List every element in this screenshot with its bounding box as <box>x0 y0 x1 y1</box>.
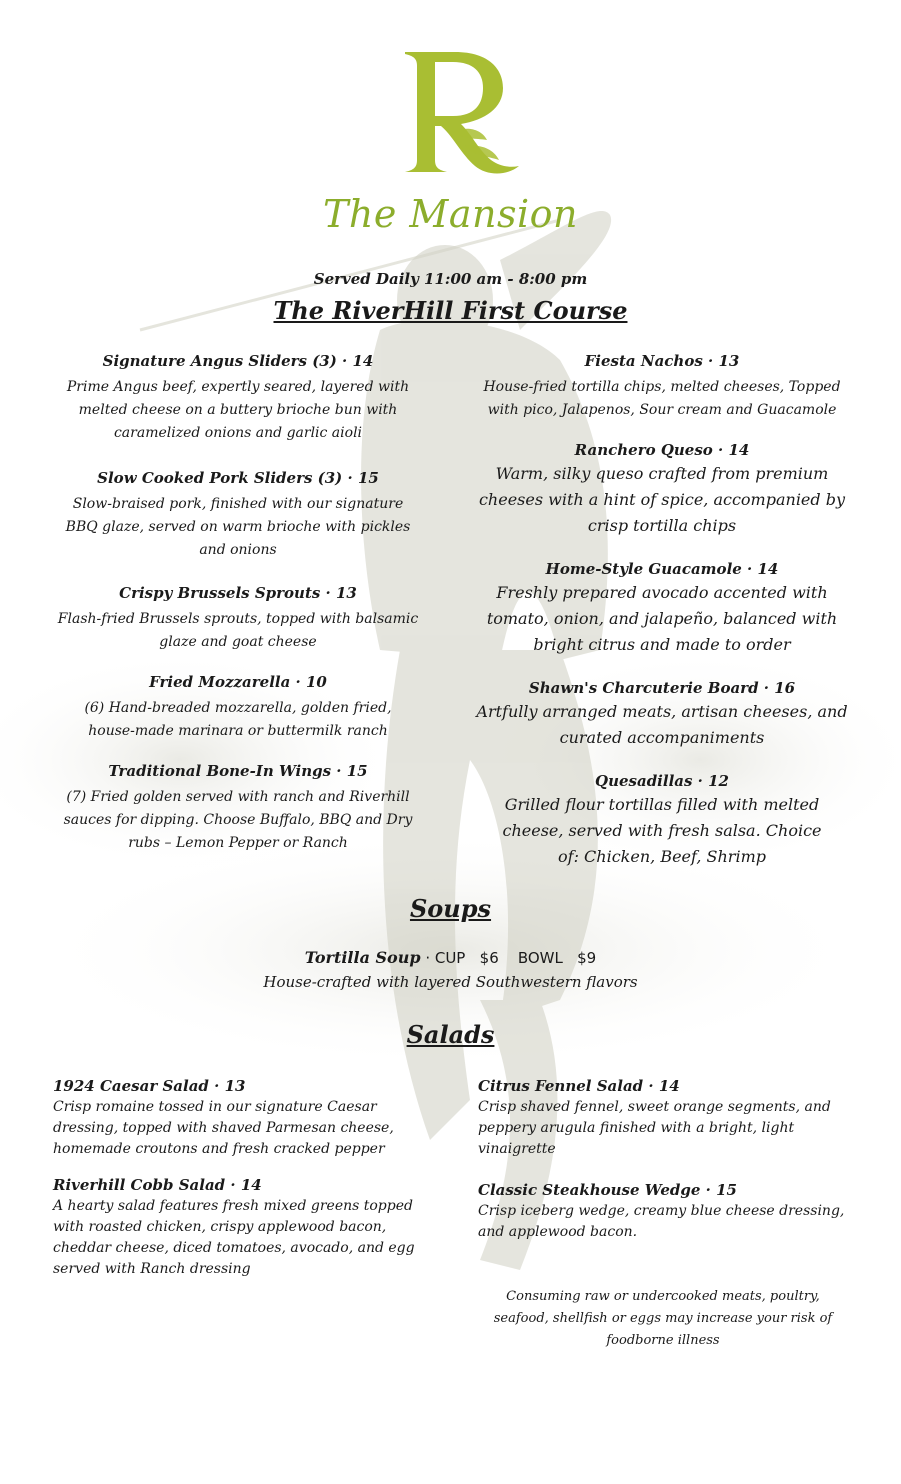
service-hours: Served Daily 11:00 am - 8:00 pm <box>313 270 588 288</box>
menu-item <box>472 352 852 422</box>
salad-desc: Crisp iceberg wedge, creamy blue cheese dressing, and applewood bacon. <box>478 1203 845 1240</box>
menu-item-name: Ranchero Queso · 14 <box>574 441 750 459</box>
salad-name: Citrus Fennel Salad · 14 <box>478 1077 680 1095</box>
salad-item <box>478 1181 848 1243</box>
menu-item <box>472 560 852 658</box>
menu-item-name: Traditional Bone-In Wings · 15 <box>108 762 368 780</box>
soups-title: Soups <box>409 894 492 923</box>
menu-item-desc: Freshly prepared avocado accented with tomato, onion, and jalapeño, balanced with bright citrus and made to order <box>486 583 838 654</box>
menu-item-name: Home-Style Guacamole · 14 <box>545 560 779 578</box>
soup-item <box>0 948 901 967</box>
menu-item-name: Fried Mozzarella · 10 <box>149 673 327 691</box>
soup-name: Tortilla Soup <box>304 948 421 967</box>
menu-item <box>472 441 852 539</box>
menu-item-desc: Flash-fried Brussels sprouts, topped with balsamic glaze and goat cheese <box>57 611 419 650</box>
salad-name: Classic Steakhouse Wedge · 15 <box>478 1181 737 1199</box>
salad-name: 1924 Caesar Salad · 13 <box>53 1077 246 1095</box>
soup-desc: House-crafted with layered Southwestern flavors <box>263 973 638 991</box>
menu-item-desc: Artfully arranged meats, artisan cheeses, and curated accompaniments <box>476 702 848 747</box>
salad-item <box>53 1077 423 1160</box>
salad-desc: Crisp shaved fennel, sweet orange segments, and peppery arugula finished with a bright, light vinaigrette <box>478 1099 831 1157</box>
salad-desc: Crisp romaine tossed in our signature Caesar dressing, topped with shaved Parmesan cheese, homemade croutons and fresh cracked pepper <box>53 1099 394 1157</box>
menu-item-desc: (7) Fried golden served with ranch and Riverhill sauces for dipping. Choose Buffalo, BBQ and Dry rubs – Lemon Pepper or Ranch <box>63 789 413 851</box>
soup-price: · CUP $6 BOWL $9 <box>420 949 597 967</box>
first-course-title: The RiverHill First Course <box>273 296 628 325</box>
brand-name: The Mansion <box>323 192 578 236</box>
menu-item-desc: (6) Hand-breaded mozzarella, golden fried, house-made marinara or buttermilk ranch <box>84 700 392 739</box>
menu-item <box>472 679 852 751</box>
menu-item-desc: House-fried tortilla chips, melted cheeses, Topped with pico, Jalapenos, Sour cream and Guacamole <box>483 379 841 418</box>
food-safety-disclaimer: Consuming raw or undercooked meats, poultry, seafood, shellfish or eggs may increase your risk of foodborne illness <box>493 1289 833 1348</box>
salad-item <box>53 1176 423 1280</box>
menu-item-desc: Slow-braised pork, finished with our signature BBQ glaze, served on warm brioche with pickles and onions <box>65 496 411 558</box>
menu-item <box>48 673 428 743</box>
menu-item-name: Signature Angus Sliders (3) · 14 <box>102 352 374 370</box>
menu-item-name: Fiesta Nachos · 13 <box>584 352 740 370</box>
menu-item <box>48 584 428 654</box>
salad-item <box>478 1077 848 1160</box>
salads-title: Salads <box>406 1020 495 1049</box>
menu-item-desc: Warm, silky queso crafted from premium cheeses with a hint of spice, accompanied by crisp tortilla chips <box>478 464 846 535</box>
salad-desc: A hearty salad features fresh mixed greens topped with roasted chicken, crispy applewood bacon, cheddar cheese, diced tomatoes, avocado, and egg served with Ranch dressing <box>53 1198 415 1277</box>
menu-item-name: Crispy Brussels Sprouts · 13 <box>119 584 357 602</box>
riverhill-r-logo-icon <box>395 48 525 178</box>
menu-item-name: Shawn's Charcuterie Board · 16 <box>528 679 796 697</box>
menu-item-desc: Grilled flour tortillas filled with melted cheese, served with fresh salsa. Choice of: Chicken, Beef, Shrimp <box>502 795 822 866</box>
menu-item <box>48 469 428 562</box>
salad-name: Riverhill Cobb Salad · 14 <box>53 1176 262 1194</box>
menu-item-name: Slow Cooked Pork Sliders (3) · 15 <box>97 469 379 487</box>
menu-item <box>48 352 428 445</box>
menu-item-name: Quesadillas · 12 <box>595 772 729 790</box>
menu-item-desc: Prime Angus beef, expertly seared, layered with melted cheese on a buttery brioche bun with caramelized onions and garlic aioli <box>66 379 410 441</box>
menu-item <box>48 762 428 855</box>
menu-item <box>472 772 852 870</box>
